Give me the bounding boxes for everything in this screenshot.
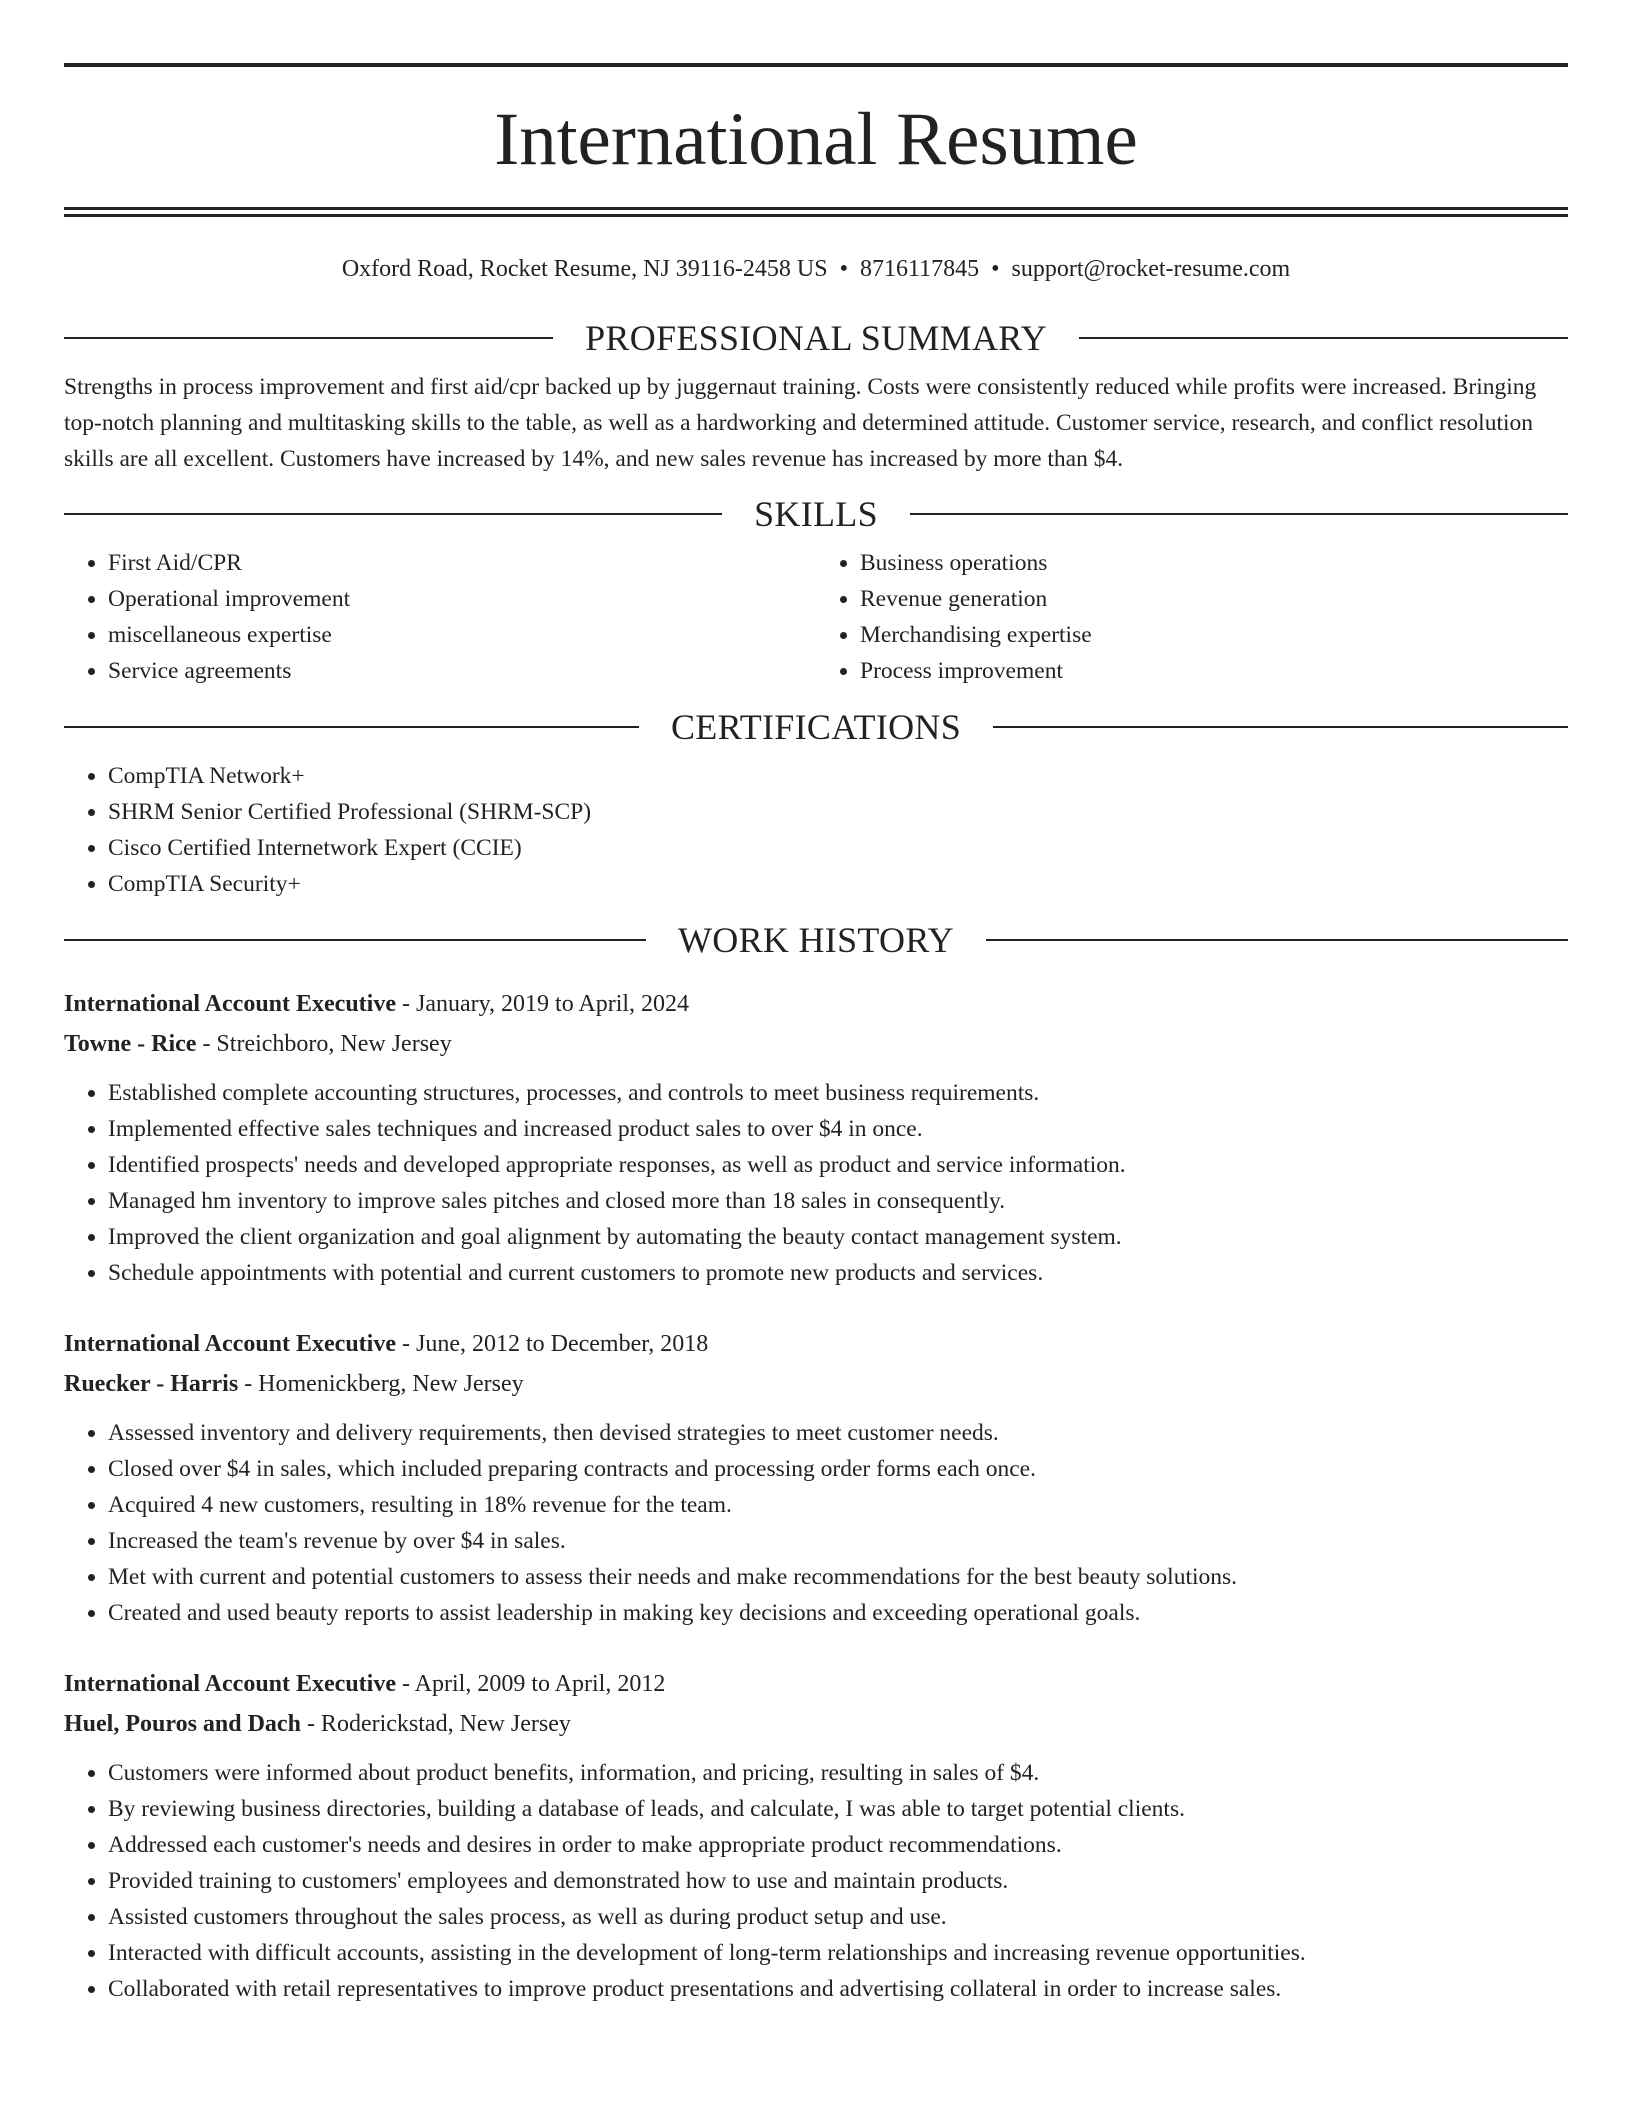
contact-address: Oxford Road, Rocket Resume, NJ 39116-2458 US [341, 256, 828, 282]
skills-title: SKILLS [754, 494, 878, 534]
job-bullet: • Schedule appointments with potential and current customers to promote new products and services. [108, 1255, 1568, 1291]
heading-rule [64, 939, 646, 941]
contact-separator: • [839, 256, 848, 282]
job-bullet: • Interacted with difficult accounts, assisting in the development of long-term relationships and increasing revenue opportunities. [108, 1935, 1568, 1971]
job-company-line [64, 1704, 1568, 1744]
job-entry [64, 1664, 1568, 2007]
job-bullet: • Implemented effective sales techniques and increased product sales to over $4 in once. [108, 1111, 1568, 1147]
job-location: - Streichboro, New Jersey [196, 1031, 452, 1057]
job-location: - Roderickstad, New Jersey [300, 1711, 571, 1737]
heading-rule [64, 726, 639, 728]
summary-heading [64, 318, 1568, 358]
certification-item: • SHRM Senior Certified Professional (SHRM-SCP) [108, 794, 1568, 830]
job-title-line [64, 984, 1568, 1024]
skill-item: • Revenue generation [860, 581, 1568, 617]
skills-list-right [816, 545, 1568, 689]
certifications-title: CERTIFICATIONS [670, 707, 962, 747]
job-bullet: • Improved the client organization and goal alignment by automating the beauty contact management system. [108, 1219, 1568, 1255]
skill-item: • miscellaneous expertise [108, 617, 816, 653]
job-company: Huel, Pouros and Dach [64, 1711, 301, 1737]
heading-rule [1079, 337, 1568, 339]
job-bullet: • Addressed each customer's needs and desires in order to make appropriate product recommendations. [108, 1827, 1568, 1863]
job-company-line [64, 1364, 1568, 1404]
heading-rule [986, 939, 1568, 941]
job-bullet: • Created and used beauty reports to assist leadership in making key decisions and exceeding operational goals. [108, 1595, 1568, 1631]
summary-text: Strengths in process improvement and first aid/cpr backed up by juggernaut training. Costs were consistently reduced while profits were increased. Bringing top-notch planning and multitasking skills to the table, as well as a hardworking and determined attitude. Customer service, research, and conflict resolution skills are all excellent. Customers have increased by 14%, and new sales revenue has increased by more than $4. [64, 374, 1537, 472]
skills-list-left [64, 545, 816, 689]
resume-name: International Resume [494, 98, 1138, 181]
heading-rule [64, 513, 722, 515]
job-dates: - January, 2019 to April, 2024 [395, 991, 690, 1017]
heading-rule [64, 337, 553, 339]
job-bullet: • Met with current and potential customers to assess their needs and make recommendations for the best beauty solutions. [108, 1559, 1568, 1595]
job-bullet: • Increased the team's revenue by over $4 in sales. [108, 1523, 1568, 1559]
skill-item: • Service agreements [108, 653, 816, 689]
job-dates: - June, 2012 to December, 2018 [395, 1331, 709, 1357]
work-title: WORK HISTORY [678, 920, 954, 960]
contact-phone: 8716117845 [859, 256, 980, 282]
job-role: International Account Executive [64, 1671, 396, 1697]
job-bullet: • Established complete accounting structures, processes, and controls to meet business requirements. [108, 1075, 1568, 1111]
contact-line [64, 254, 1568, 284]
work-heading [64, 920, 1568, 960]
job-bullet: • Provided training to customers' employees and demonstrated how to use and maintain products. [108, 1863, 1568, 1899]
job-company: Towne - Rice [64, 1031, 197, 1057]
job-bullet: • Collaborated with retail representatives to improve product presentations and advertising collateral in order to increase sales. [108, 1971, 1568, 2007]
skills-columns [64, 545, 1568, 689]
job-role: International Account Executive [64, 1331, 396, 1357]
job-entry [64, 984, 1568, 1291]
job-bullet: • Managed hm inventory to improve sales pitches and closed more than 18 sales in consequently. [108, 1183, 1568, 1219]
job-bullet: • Closed over $4 in sales, which included preparing contracts and processing order forms each once. [108, 1451, 1568, 1487]
skill-item: • Process improvement [860, 653, 1568, 689]
skill-item: • Operational improvement [108, 581, 816, 617]
skill-item: • Business operations [860, 545, 1568, 581]
job-bullets [64, 1075, 1568, 1291]
heading-rule [993, 726, 1568, 728]
job-location: - Homenickberg, New Jersey [238, 1371, 524, 1397]
certification-item: • Cisco Certified Internetwork Expert (CCIE) [108, 830, 1568, 866]
skill-item: • First Aid/CPR [108, 545, 816, 581]
job-company: Ruecker - Harris [64, 1371, 239, 1397]
job-company-line [64, 1024, 1568, 1064]
certifications-heading [64, 707, 1568, 747]
job-bullet: • Assessed inventory and delivery requirements, then devised strategies to meet customer needs. [108, 1415, 1568, 1451]
job-entry [64, 1324, 1568, 1631]
job-bullet: • Assisted customers throughout the sales process, as well as during product setup and use. [108, 1899, 1568, 1935]
job-role: International Account Executive [64, 991, 396, 1017]
job-bullet: • Acquired 4 new customers, resulting in 18% revenue for the team. [108, 1487, 1568, 1523]
contact-separator: • [991, 256, 1000, 282]
job-title-line [64, 1324, 1568, 1364]
job-bullet: • Identified prospects' needs and developed appropriate responses, as well as product and service information. [108, 1147, 1568, 1183]
job-bullets [64, 1755, 1568, 2007]
summary-title: PROFESSIONAL SUMMARY [585, 318, 1047, 358]
heading-rule [910, 513, 1568, 515]
job-title-line [64, 1664, 1568, 1704]
certification-item: • CompTIA Network+ [108, 758, 1568, 794]
job-bullet: • By reviewing business directories, building a database of leads, and calculate, I was able to target potential clients. [108, 1791, 1568, 1827]
skills-heading [64, 494, 1568, 534]
certifications-list [64, 758, 1568, 902]
job-bullet: • Customers were informed about product benefits, information, and pricing, resulting in sales of $4. [108, 1755, 1568, 1791]
contact-email: support@rocket-resume.com [1011, 256, 1291, 282]
job-dates: - April, 2009 to April, 2012 [395, 1671, 666, 1697]
certification-item: • CompTIA Security+ [108, 866, 1568, 902]
job-bullets [64, 1415, 1568, 1631]
skill-item: • Merchandising expertise [860, 617, 1568, 653]
resume-page [64, 0, 1568, 2007]
double-rule [64, 207, 1568, 217]
